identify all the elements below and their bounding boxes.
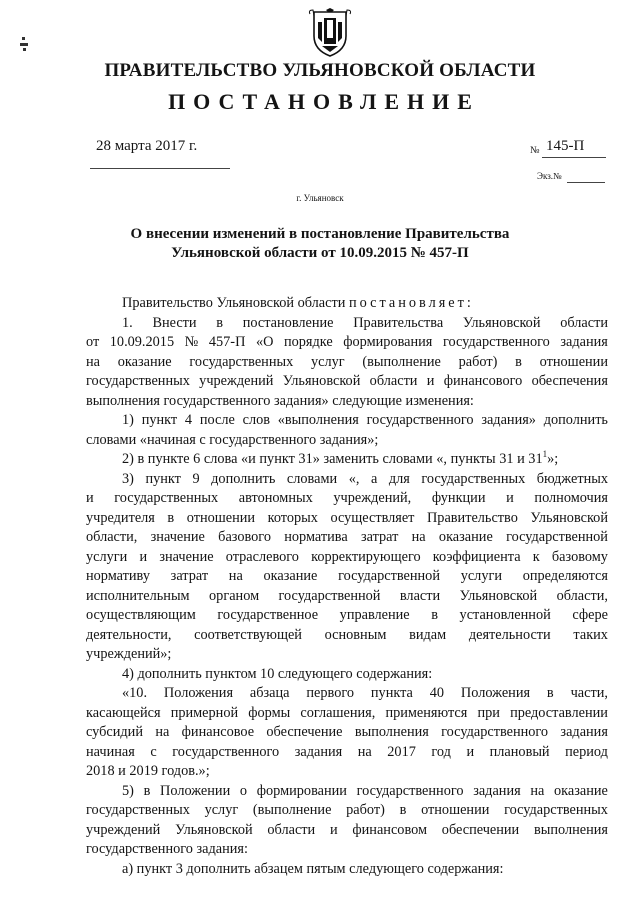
paragraph-line: 1) пункт 4 после слов «выполнения государственного задания» дополнить [122, 412, 608, 428]
paragraph-line: учреждений»; [86, 646, 172, 662]
paragraph-line: 1. Внести в постановление Правительства Ульяновской области [122, 314, 608, 331]
city-name: г. Ульяновск [296, 193, 344, 203]
paragraph-line: 2018 и 2019 годов.»; [86, 763, 210, 779]
paragraph-line: учредителя в отношении которых осуществляет Правительство Ульяновской [86, 509, 608, 526]
paragraph-line: от 10.09.2015 № 457-П «О порядке формирования государственного задания [86, 334, 608, 350]
paragraph-line: 3) пункт 9 дополнить словами «, а для государственных бюджетных [122, 470, 608, 487]
document-number [530, 140, 608, 162]
paragraph-line: на оказание государственных услуг (выполнение работ) в отношении [86, 353, 608, 370]
number-value: 145-П [546, 138, 585, 154]
copy-number [537, 171, 607, 185]
paragraph-line: государственных услуг (выполнение работ) в отношении государственных [86, 802, 608, 818]
paragraph-line: области, значение базового норматива затрат на оказание государственной [86, 529, 608, 545]
number-underline [542, 157, 606, 158]
organization-name: ПРАВИТЕЛЬСТВО УЛЬЯНОВСКОЙ ОБЛАСТИ [104, 60, 536, 81]
paragraph-line: государственного задания: [86, 841, 248, 857]
copy-label: Экз.№ [537, 171, 562, 181]
paragraph-line: начиная с государственного задания на 2017 год и плановый период [86, 743, 608, 760]
paragraph-line: 4) дополнить пунктом 10 следующего содержания: [122, 665, 433, 682]
number-label: № [530, 145, 540, 156]
intro-line [86, 294, 608, 314]
paragraph-line: субсидий на финансовое обеспечение выполнения государственного задания [86, 724, 608, 740]
title-line: О внесении изменений в постановление Правительства [130, 226, 510, 242]
paragraph-line: учреждений Ульяновской области и финансовом обеспечении выполнения [86, 821, 608, 838]
paragraph-line: нормативу затрат на оказание государственной услуги определяются [86, 568, 608, 584]
scan-artifact [20, 37, 29, 51]
paragraph-line: осуществляющим государственное управление в установленной сфере [86, 607, 608, 623]
coat-of-arms-icon [308, 8, 352, 58]
document-body [86, 294, 608, 879]
paragraph-line: выполнения государственного задания» следующие изменения: [86, 392, 474, 409]
paragraph-line: деятельности, соответствующей основным видам деятельности таких [86, 626, 608, 643]
date-underline [90, 168, 230, 169]
paragraph-line: и государственных автономных учреждений, функции и полномочия [86, 490, 608, 506]
paragraph-line: словами «начиная с государственного задания»; [86, 431, 379, 448]
paragraph-line: услуги и значение отраслевого корректирующего коэффициента к базовому [86, 548, 608, 565]
copy-underline [567, 182, 605, 183]
title-line: Ульяновской области от 10.09.2015 № 457-П [171, 245, 469, 261]
intro-text: Правительство Ульяновской области [122, 295, 346, 311]
document-title [100, 225, 540, 263]
paragraph-line: касающейся примерной формы соглашения, применяются при предоставлении [86, 704, 608, 721]
paragraph-line: исполнительным органом государственной власти Ульяновской области, [86, 587, 608, 604]
paragraph-line: государственных учреждений Ульяновской области и финансового обеспечения [86, 373, 608, 389]
document-type: ПОСТАНОВЛЕНИЕ [168, 89, 480, 114]
paragraph-line: «10. Положения абзаца первого пункта 40 Положения в части, [122, 685, 608, 701]
paragraph-line: а) пункт 3 дополнить абзацем пятым следующего содержания: [122, 860, 504, 877]
intro-keyword: постановляет: [348, 295, 474, 311]
paragraph-line: 5) в Положении о формировании государственного задания на оказание [122, 782, 608, 799]
document-date: 28 марта 2017 г. [96, 138, 198, 154]
paragraph-line: 2) в пункте 6 слова «и пункт 31» заменить словами «, пункты 31 и $31^1$»; [122, 449, 559, 467]
